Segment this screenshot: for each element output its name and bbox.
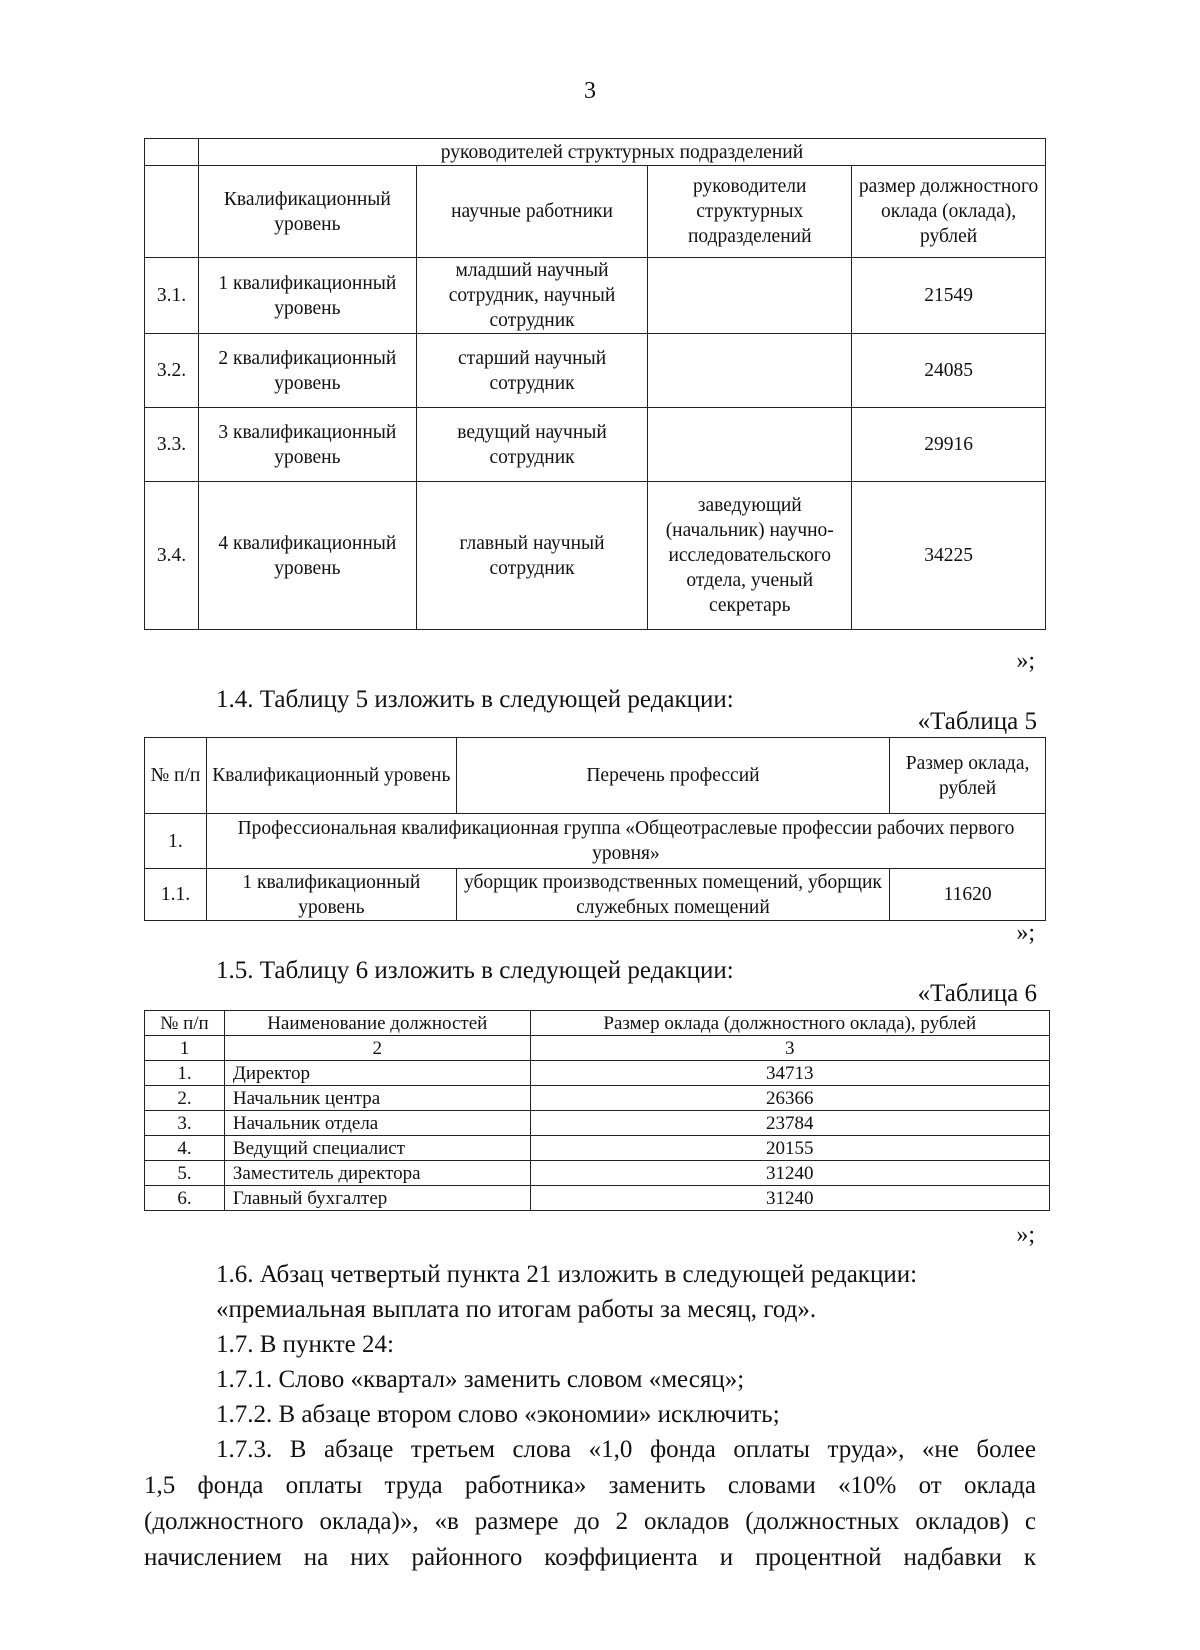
page-number: 3 xyxy=(584,78,596,104)
header-level: Квалификационный уровень xyxy=(206,738,456,814)
salary-value: 21549 xyxy=(852,258,1046,334)
text-line: начислением на них районного коэффициента и процентной надбавки к xyxy=(144,1544,1036,1571)
column-number: 1 xyxy=(145,1036,225,1061)
qualification-level: 3 квалификационный уровень xyxy=(198,408,416,482)
salary-value: 24085 xyxy=(852,334,1046,408)
paragraph-1-7: 1.7. В пункте 24: xyxy=(216,1331,394,1358)
salary-value: 26366 xyxy=(530,1086,1049,1111)
column-number: 3 xyxy=(530,1036,1049,1061)
position-name: Начальник центра xyxy=(224,1086,530,1111)
salary-value: 31240 xyxy=(530,1186,1049,1211)
table-row xyxy=(145,1061,1050,1086)
table-group-row xyxy=(145,814,1046,869)
salary-value: 11620 xyxy=(890,869,1046,921)
row-number: 1.1. xyxy=(145,869,207,921)
row-number: 3.4. xyxy=(145,482,199,630)
table-header-row xyxy=(145,1011,1050,1036)
table-row xyxy=(145,1136,1050,1161)
table-5 xyxy=(144,737,1046,921)
table-row xyxy=(145,1161,1050,1186)
closing-quote: »; xyxy=(1016,1222,1035,1248)
closing-quote: »; xyxy=(1016,920,1035,946)
header-scientists: научные работники xyxy=(416,166,648,258)
column-number: 2 xyxy=(224,1036,530,1061)
scientist-position: главный научный сотрудник xyxy=(416,482,648,630)
professions-list: уборщик производственных помещений, уборщик служебных помещений xyxy=(456,869,889,921)
head-position xyxy=(648,334,852,408)
header-salary: размер должностного оклада (оклада), рублей xyxy=(852,166,1046,258)
salary-value: 31240 xyxy=(530,1161,1049,1186)
empty-cell xyxy=(145,139,199,166)
header-number: № п/п xyxy=(145,1011,225,1036)
table-row xyxy=(145,408,1046,482)
header-heads: руководители структурных подразделений xyxy=(648,166,852,258)
table-row xyxy=(145,1086,1050,1111)
row-number: 3.2. xyxy=(145,334,199,408)
row-number: 3.3. xyxy=(145,408,199,482)
header-salary: Размер оклада, рублей xyxy=(890,738,1046,814)
head-position: заведующий (начальник) научно-исследовательского отдела, ученый секретарь xyxy=(648,482,852,630)
group-title: Профессиональная квалификационная группа «Общеотраслевые профессии рабочих первого уровня» xyxy=(206,814,1045,869)
head-position xyxy=(648,258,852,334)
table-header-row xyxy=(145,738,1046,814)
position-name: Директор xyxy=(224,1061,530,1086)
head-position xyxy=(648,408,852,482)
salary-value: 23784 xyxy=(530,1111,1049,1136)
position-name: Ведущий специалист xyxy=(224,1136,530,1161)
table-row xyxy=(145,139,1046,166)
table-header-row xyxy=(145,166,1046,258)
header-number: № п/п xyxy=(145,738,207,814)
salary-value: 34225 xyxy=(852,482,1046,630)
paragraph-1-7-3 xyxy=(144,1432,1036,1576)
header-position-name: Наименование должностей xyxy=(224,1011,530,1036)
row-number: 3.1. xyxy=(145,258,199,334)
empty-cell xyxy=(145,166,199,258)
column-number-row xyxy=(145,1036,1050,1061)
header-salary: Размер оклада (должностного оклада), рублей xyxy=(530,1011,1049,1036)
group-header: руководителей структурных подразделений xyxy=(198,139,1045,166)
scientist-position: старший научный сотрудник xyxy=(416,334,648,408)
paragraph-1-6-quote: «премиальная выплата по итогам работы за месяц, год». xyxy=(216,1296,817,1323)
qualification-level: 1 квалификационный уровень xyxy=(206,869,456,921)
position-name: Начальник отдела xyxy=(224,1111,530,1136)
row-number: 1. xyxy=(145,1061,225,1086)
qualification-level: 2 квалификационный уровень xyxy=(198,334,416,408)
scientist-position: младший научный сотрудник, научный сотрудник xyxy=(416,258,648,334)
row-number: 2. xyxy=(145,1086,225,1111)
qualification-level: 4 квалификационный уровень xyxy=(198,482,416,630)
table-row xyxy=(145,258,1046,334)
salary-value: 34713 xyxy=(530,1061,1049,1086)
table-5-caption: «Таблица 5 xyxy=(917,708,1037,735)
table-row xyxy=(145,1186,1050,1211)
qualification-level: 1 квалификационный уровень xyxy=(198,258,416,334)
scientist-position: ведущий научный сотрудник xyxy=(416,408,648,482)
paragraph-1-7-1: 1.7.1. Слово «квартал» заменить словом «месяц»; xyxy=(216,1366,745,1393)
paragraph-1-7-2: 1.7.2. В абзаце втором слово «экономии» исключить; xyxy=(216,1401,780,1428)
salary-value: 20155 xyxy=(530,1136,1049,1161)
row-number: 6. xyxy=(145,1186,225,1211)
table-6-caption: «Таблица 6 xyxy=(917,980,1037,1007)
header-level: Квалификационный уровень xyxy=(198,166,416,258)
table-6 xyxy=(144,1010,1050,1211)
salary-table-scientists xyxy=(144,138,1046,630)
row-number: 3. xyxy=(145,1111,225,1136)
table-row xyxy=(145,1111,1050,1136)
row-number: 4. xyxy=(145,1136,225,1161)
row-number: 1. xyxy=(145,814,207,869)
salary-value: 29916 xyxy=(852,408,1046,482)
text-line: (должностного оклада)», «в размере до 2 окладов (должностных окладов) с xyxy=(144,1508,1036,1535)
text-line: 1,5 фонда оплаты труда работника» заменить словами «10% от оклада xyxy=(144,1472,1036,1499)
row-number: 5. xyxy=(145,1161,225,1186)
paragraph-1-4: 1.4. Таблицу 5 изложить в следующей редакции: xyxy=(216,686,734,713)
table-row xyxy=(145,869,1046,921)
paragraph-1-6: 1.6. Абзац четвертый пункта 21 изложить в следующей редакции: xyxy=(216,1261,918,1288)
table-row xyxy=(145,334,1046,408)
text-line: 1.7.3. В абзаце третьем слова «1,0 фонда оплаты труда», «не более xyxy=(216,1436,1036,1463)
header-professions: Перечень профессий xyxy=(456,738,889,814)
paragraph-1-5: 1.5. Таблицу 6 изложить в следующей редакции: xyxy=(216,957,734,984)
closing-quote: »; xyxy=(1016,648,1035,674)
position-name: Заместитель директора xyxy=(224,1161,530,1186)
position-name: Главный бухгалтер xyxy=(224,1186,530,1211)
table-row xyxy=(145,482,1046,630)
